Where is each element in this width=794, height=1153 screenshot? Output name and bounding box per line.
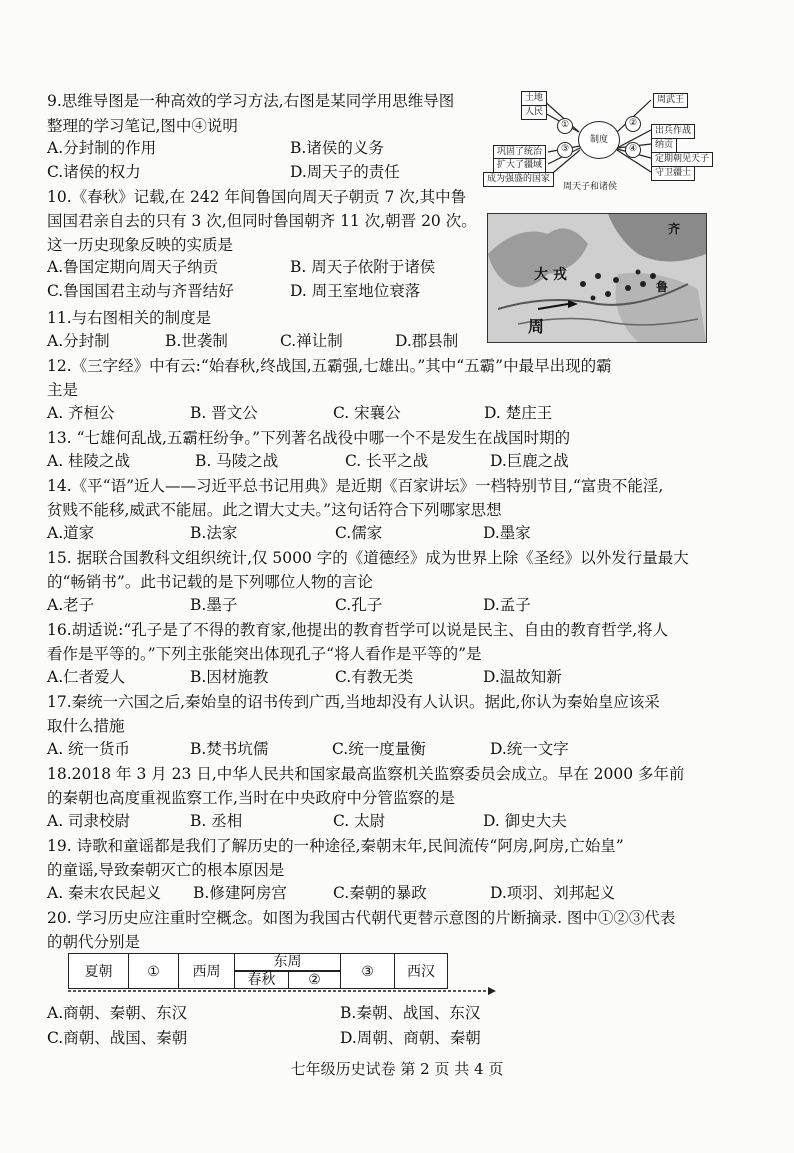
- mm-battle: 出兵作战: [651, 124, 695, 139]
- map-label-zhou: 周: [528, 317, 545, 336]
- q14-line1: 14.《平“语”近人——习近平总书记用典》是近期《百家讲坛》一档特别节目,“富贵不能淫,: [47, 477, 664, 495]
- mm-consolidate: 巩固了统治: [493, 145, 546, 160]
- timeline-western-zhou: 西周: [178, 953, 234, 989]
- q11-option-a: A.分封制: [47, 332, 110, 350]
- q17-option-c: C.统一度量衡: [332, 740, 426, 758]
- q9-option-b: B.诸侯的义务: [290, 139, 384, 157]
- q19-line2: 的童谣,导致秦朝灭亡的根本原因是: [47, 861, 285, 879]
- q13-option-c: C. 长平之战: [345, 452, 429, 470]
- q17-option-d: D.统一文字: [490, 740, 569, 758]
- mm-land: 土地: [521, 91, 547, 106]
- q10-option-b: B. 周天子依附于诸侯: [290, 258, 436, 276]
- q9-line2: 整理的学习笔记,图中④说明: [47, 117, 238, 135]
- q10-option-d: D. 周王室地位衰落: [290, 282, 421, 300]
- mm-expand: 扩大了疆域: [493, 158, 546, 173]
- mind-map-diagram: [487, 88, 713, 192]
- q17-option-a: A. 统一货币: [47, 740, 131, 758]
- timeline-blank-2: ②: [288, 971, 340, 989]
- q20-option-b: B.秦朝、战国、东汉: [340, 1004, 481, 1022]
- page-footer: 七年级历史试卷 第 2 页 共 4 页: [290, 1060, 504, 1078]
- q9-option-c: C.诸侯的权力: [47, 163, 141, 181]
- mm-guard: 守卫疆土: [651, 166, 695, 181]
- timeline-xia: 夏朝: [68, 953, 128, 989]
- q18-option-c: C. 太尉: [333, 812, 386, 830]
- q12-option-c: C. 宋襄公: [333, 404, 401, 422]
- mm-num-1: ①: [557, 118, 573, 134]
- map-label-rong: 大 戎: [534, 267, 567, 283]
- mm-num-4: ④: [625, 142, 641, 158]
- q12-option-a: A. 齐桓公: [47, 404, 115, 422]
- q18-option-d: D. 御史大夫: [483, 812, 567, 830]
- q11-line1: 11.与右图相关的制度是: [47, 309, 212, 327]
- mm-num-3: ③: [557, 142, 573, 158]
- q9-option-a: A.分封制的作用: [47, 139, 157, 157]
- q11-option-c: C.禅让制: [280, 332, 343, 350]
- timeline-blank-1: ①: [128, 953, 178, 989]
- q15-option-a: A.老子: [47, 596, 95, 614]
- q15-line1: 15. 据联合国教科文组织统计,仅 5000 字的《道德经》成为世界上除《圣经》以外发行量最大: [47, 549, 689, 567]
- q16-line1: 16.胡适说:“孔子是了不得的教育家,他提出的教育哲学可以说是民主、自由的教育哲学,将人: [47, 621, 669, 639]
- mm-caption: 周天子和诸侯: [563, 182, 618, 192]
- q19-option-c: C.秦朝的暴政: [333, 884, 427, 902]
- q20-option-a: A.商朝、秦朝、东汉: [47, 1004, 188, 1022]
- q20-line1: 20. 学习历史应注重时空概念。如图为我国古代朝代更替示意图的片断摘录. 图中①②③代表: [47, 909, 676, 927]
- q18-line1: 18.2018 年 3 月 23 日,中华人民共和国家最高监察机关监察委员会成立。早在 2000 多年前: [47, 765, 685, 783]
- q14-option-b: B.法家: [190, 524, 238, 542]
- q15-option-b: B.墨子: [190, 596, 238, 614]
- mm-people: 人民: [521, 105, 547, 120]
- q16-line2: 看作是平等的。”下列主张能突出体现孔子“将人看作是平等的”是: [47, 645, 482, 663]
- timeline-spring-autumn: 春秋: [234, 971, 288, 989]
- q15-line2: 的“畅销书”。此书记载的是下列哪位人物的言论: [47, 573, 373, 591]
- map-label-lu: 鲁: [656, 280, 669, 294]
- zhou-map: [487, 213, 707, 343]
- timeline-western-han: 西汉: [394, 953, 448, 989]
- dynasty-timeline: [68, 953, 496, 995]
- q16-option-b: B.因材施教: [190, 668, 269, 686]
- q14-option-c: C.儒家: [335, 524, 383, 542]
- mm-strong-state: 成为强盛的国家: [483, 172, 554, 187]
- map-label-qi: 齐: [668, 222, 681, 236]
- q17-line2: 取什么措施: [47, 717, 125, 735]
- q19-option-b: B.修建阿房宫: [193, 884, 287, 902]
- q14-option-a: A.道家: [47, 524, 95, 542]
- mm-tribute: 纳贡: [651, 138, 677, 153]
- q14-option-d: D.墨家: [483, 524, 531, 542]
- q10-line3: 这一历史现象反映的实质是: [47, 236, 234, 254]
- q20-option-d: D.周朝、商朝、秦朝: [340, 1029, 481, 1047]
- q20-option-c: C.商朝、战国、秦朝: [47, 1029, 188, 1047]
- q18-line2: 的秦朝也高度重视监察工作,当时在中央政府中分管监察的是: [47, 789, 455, 807]
- q12-option-d: D. 楚庄王: [484, 404, 553, 422]
- q13-line1: 13. “七雄何乱战,五霸枉纷争。”下列著名战役中哪一个不是发生在战国时期的: [47, 429, 571, 447]
- mm-num-2: ②: [625, 116, 641, 132]
- q11-option-b: B.世袭制: [165, 332, 228, 350]
- q13-option-a: A. 桂陵之战: [47, 452, 131, 470]
- q9-line1: 9.思维导图是一种高效的学习方法,右图是某同学用思维导图: [47, 92, 455, 110]
- q11-option-d: D.郡县制: [395, 332, 459, 350]
- q10-option-a: A.鲁国定期向周天子纳贡: [47, 258, 219, 276]
- q16-option-c: C.有教无类: [335, 668, 414, 686]
- q10-line1: 10.《春秋》记载,在 242 年间鲁国向周天子朝贡 7 次,其中鲁: [47, 188, 467, 206]
- q9-option-d: D.周天子的责任: [290, 163, 400, 181]
- q15-option-c: C.孔子: [335, 596, 383, 614]
- timeline-eastern-zhou: 东周: [234, 953, 340, 971]
- q20-line2: 的朝代分别是: [47, 933, 141, 951]
- timeline-blank-3: ③: [340, 953, 394, 989]
- q19-option-a: A. 秦末农民起义: [47, 884, 162, 902]
- q10-option-c: C.鲁国国君主动与齐晋结好: [47, 282, 234, 300]
- q12-option-b: B. 晋文公: [190, 404, 258, 422]
- q12-line1: 12.《三字经》中有云:“始春秋,终战国,五霸强,七雄出。”其中“五霸”中最早出现的霸: [47, 357, 612, 375]
- q14-line2: 贫贱不能移,威武不能屈。此之谓大丈夫。”这句话符合下列哪家思想: [47, 501, 502, 519]
- q16-option-d: D.温故知新: [483, 668, 562, 686]
- mm-visit: 定期朝见天子: [651, 152, 713, 167]
- q10-line2: 国国君亲自去的只有 3 次,但同时鲁国朝齐 11 次,朝晋 20 次。: [47, 212, 477, 230]
- q17-option-b: B.焚书坑儒: [190, 740, 269, 758]
- mm-center: 制度: [578, 121, 620, 159]
- timeline-arrow: [68, 987, 496, 995]
- q15-option-d: D.孟子: [483, 596, 531, 614]
- q17-line1: 17.秦统一六国之后,秦始皇的诏书传到广西,当地却没有人认识。据此,你认为秦始皇应该采: [47, 693, 660, 711]
- q13-option-d: D.巨鹿之战: [490, 452, 569, 470]
- q19-option-d: D.项羽、刘邦起义: [490, 884, 616, 902]
- q18-option-b: B. 丞相: [190, 812, 243, 830]
- mm-king-wu: 周武王: [653, 93, 688, 108]
- q16-option-a: A.仁者爱人: [47, 668, 126, 686]
- q18-option-a: A. 司隶校尉: [47, 812, 131, 830]
- q13-option-b: B. 马陵之战: [195, 452, 279, 470]
- q12-line2: 主是: [47, 381, 79, 399]
- q19-line1: 19. 诗歌和童谣都是我们了解历史的一种途径,秦朝末年,民间流传“阿房,阿房,亡始皇”: [47, 837, 624, 855]
